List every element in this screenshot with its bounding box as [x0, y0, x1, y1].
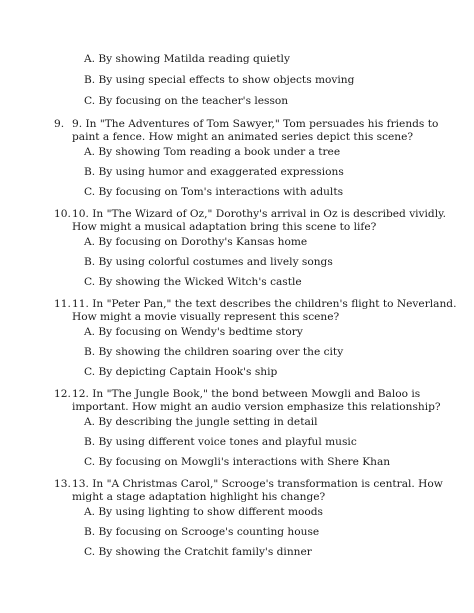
option-a: A. By using lighting to show different moods: [84, 506, 323, 518]
option-b: B. By showing the children soaring over the city: [84, 346, 344, 358]
question-number: 12.: [54, 388, 71, 400]
question-text-line: 11. In "Peter Pan," the text describes the children's flight to Neverland.: [72, 298, 457, 310]
question-text-line: 13. In "A Christmas Carol," Scrooge's transformation is central. How: [72, 478, 443, 490]
question-text-line: How might a movie visually represent this scene?: [72, 311, 340, 323]
option-b: B. By using special effects to show objects moving: [84, 74, 355, 86]
option-c: C. By depicting Captain Hook's ship: [84, 366, 278, 378]
option-a: A. By showing Tom reading a book under a tree: [84, 146, 341, 158]
question-text-line: paint a fence. How might an animated series depict this scene?: [72, 131, 414, 143]
question-text-line: How might a musical adaptation bring this scene to life?: [72, 221, 377, 233]
option-b: B. By using colorful costumes and lively songs: [84, 256, 333, 268]
question-text-line: important. How might an audio version emphasize this relationship?: [72, 401, 441, 413]
option-c: C. By focusing on Tom's interactions with adults: [84, 186, 344, 198]
option-c: C. By showing the Cratchit family's dinner: [84, 546, 312, 558]
question-number: 11.: [54, 298, 71, 310]
question-text-line: might a stage adaptation highlight his change?: [72, 491, 326, 503]
option-c: C. By focusing on the teacher's lesson: [84, 95, 289, 107]
option-c: C. By focusing on Mowgli's interactions with Shere Khan: [84, 456, 391, 468]
question-text-line: 10. In "The Wizard of Oz," Dorothy's arrival in Oz is described vividly.: [72, 208, 447, 220]
option-a: A. By describing the jungle setting in detail: [84, 416, 318, 428]
question-number: 13.: [54, 478, 71, 490]
question-number: 9.: [54, 118, 65, 130]
question-text-line: 12. In "The Jungle Book," the bond between Mowgli and Baloo is: [72, 388, 421, 400]
option-b: B. By using humor and exaggerated expressions: [84, 166, 344, 178]
question-text-line: 9. In "The Adventures of Tom Sawyer," Tom persuades his friends to: [72, 118, 439, 130]
option-a: A. By showing Matilda reading quietly: [84, 53, 290, 65]
option-b: B. By focusing on Scrooge's counting house: [84, 526, 320, 538]
option-a: A. By focusing on Wendy's bedtime story: [84, 326, 303, 338]
option-a: A. By focusing on Dorothy's Kansas home: [84, 236, 308, 248]
option-b: B. By using different voice tones and playful music: [84, 436, 357, 448]
question-number: 10.: [54, 208, 71, 220]
option-c: C. By showing the Wicked Witch's castle: [84, 276, 302, 288]
